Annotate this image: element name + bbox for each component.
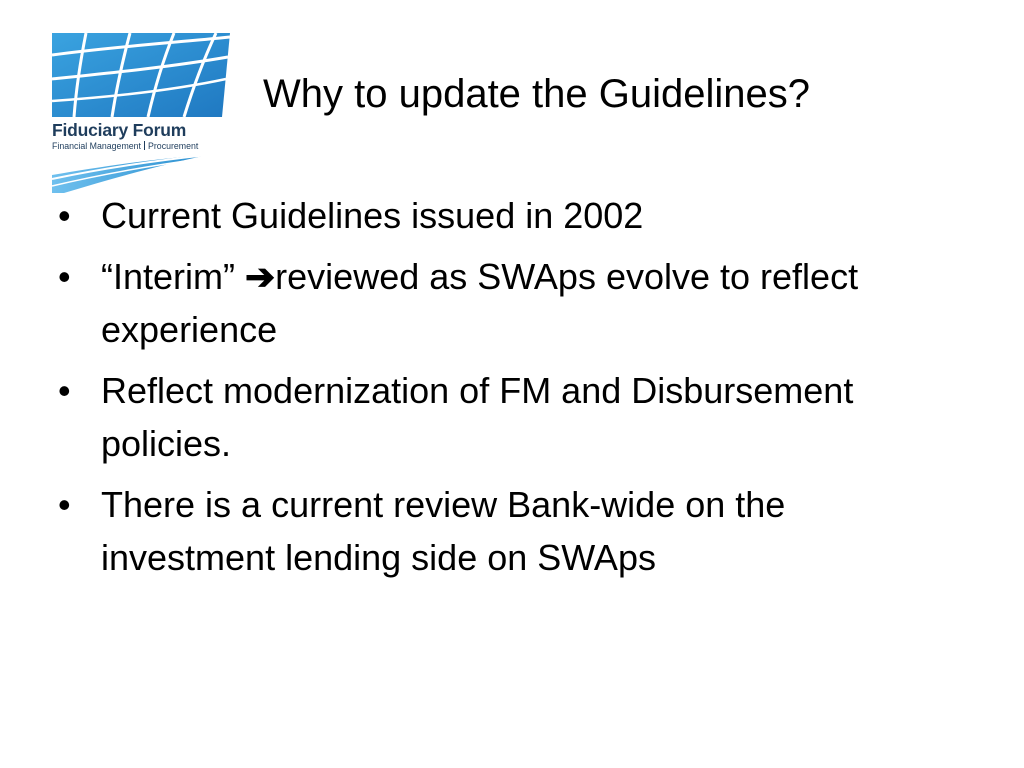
fiduciary-forum-logo [50,33,232,193]
bullet-text: reviewed as SWAps evolve to reflect experience [101,256,859,350]
bullet-list [58,189,958,592]
bullet-item [58,250,958,356]
bullet-dot: • [58,370,71,411]
bullet-item [58,189,958,242]
bullet-text: There is a current review Bank-wide on the investment lending side on SWAps [101,484,786,578]
bullet-item [58,478,958,584]
bullet-dot: • [58,484,71,525]
bullet-dot: • [58,195,71,236]
bullet-text: Reflect modernization of FM and Disbursement policies. [101,370,854,464]
logo-graphic [50,33,232,193]
arrow-right-icon: ➔ [245,256,276,297]
logo-subtitle [52,141,198,151]
bullet-dot: • [58,256,71,297]
slide-title: Why to update the Guidelines? [263,72,811,116]
bullet-prefix: “Interim” [101,256,245,297]
bullet-item [58,364,958,470]
logo-name: Fiduciary Forum [52,120,187,140]
logo-sub-right: Procurement [148,141,199,151]
bullet-text: Current Guidelines issued in 2002 [101,195,644,236]
logo-sub-left: Financial Management [52,141,141,151]
logo-separator [144,141,145,150]
